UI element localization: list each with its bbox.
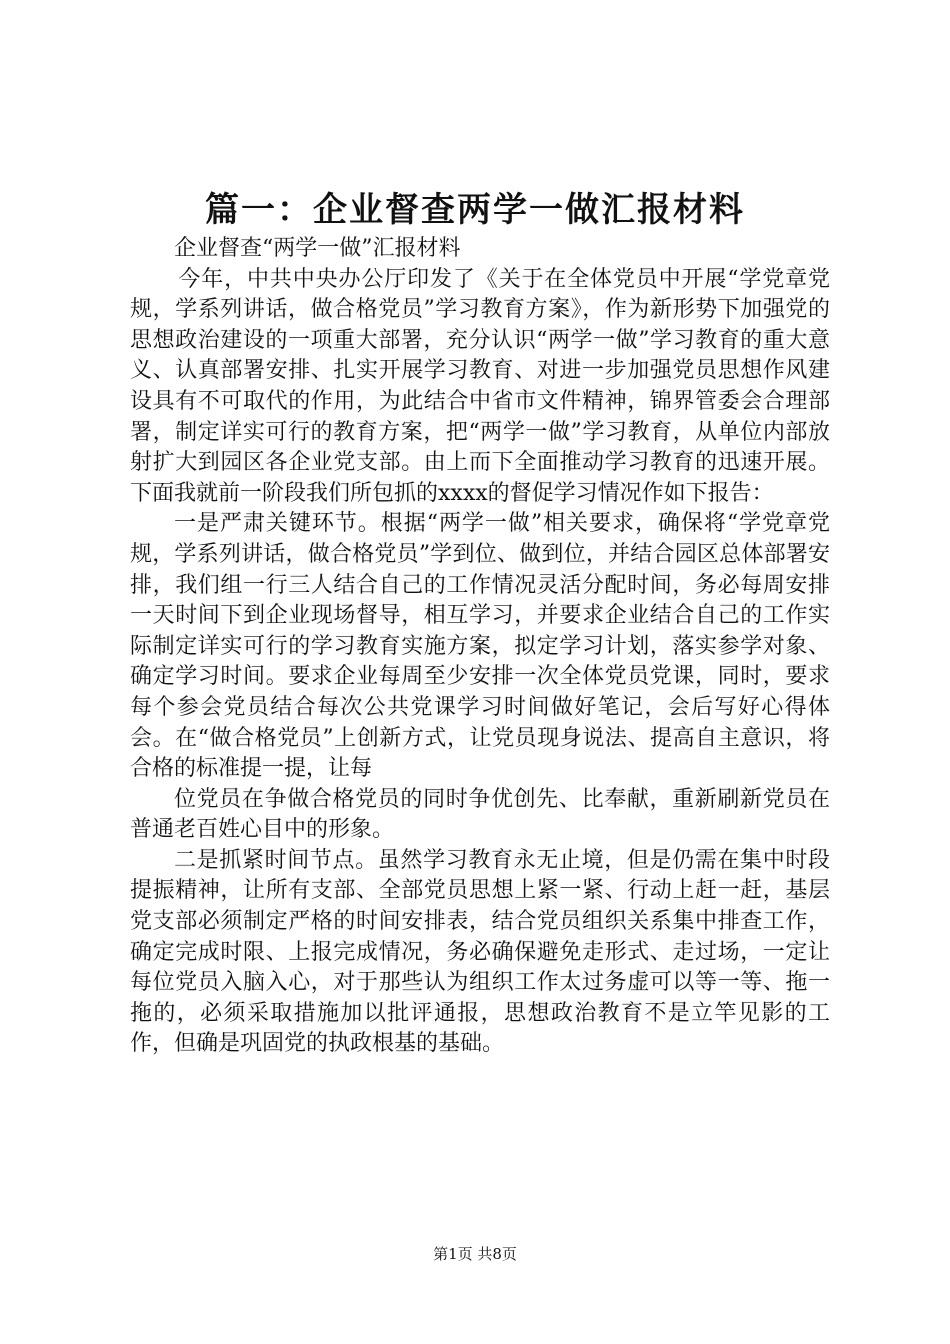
page-number-footer: 第1页 共8页 bbox=[433, 1245, 517, 1263]
paragraph-point-one-continued: 位党员在争做合格党员的同时争优创先、比奉献，重新刷新党员在普通老百姓心目中的形象。 bbox=[130, 786, 830, 843]
paragraph-point-one: 一是严肃关键环节。根据“两学一做”相关要求，确保将“学党章党规，学系列讲话，做合格党员”学到位、做到位，并结合园区总体部署安排，我们组一行三人结合自己的工作情况灵活分配时间，务必每周安排一天时间下到企业现场督导，相互学习，并要求企业结合自己的工作实际制定详实可行的学习教育实施方案，拟定学习计划，落实参学对象、确定学习时间。要求企业每周至少安排一次全体党员党课，同时，要求每个参会党员结合每次公共党课学习时间做好笔记，会后写好心得体会。在“做合格党员”上创新方式，让党员现身说法、提高自主意识，将合格的标准提一提，让每 bbox=[130, 511, 830, 782]
paragraph-point-two: 二是抓紧时间节点。虽然学习教育永无止境，但是仍需在集中时段提振精神，让所有支部、全部党员思想上紧一紧、行动上赶一赶，基层党支部必须制定严格的时间安排表，结合党员组织关系集中排查工作，确定完成时限、上报完成情况，务必确保避免走形式、走过场，一定让每位党员入脑入心，对于那些认为组织工作太过务虚可以等一等、拖一拖的，必须采取措施加以批评通报，思想政治教育不是立竿见影的工作，但确是巩固党的执政根基的基础。 bbox=[130, 847, 830, 1057]
paragraph-intro: 今年，中共中央办公厅印发了《关于在全体党员中开展“学党章党规，学系列讲话，做合格党员”学习教育方案》，作为新形势下加强党的思想政治建设的一项重大部署，充分认识“两学一做”学习教育的重大意义、认真部署安排、扎实开展学习教育、对进一步加强党员思想作风建设具有不可取代的作用，为此结合中省市文件精神，锦界管委会合理部署，制定详实可行的教育方案，把“两学一做”学习教育，从单位内部放射扩大到园区各企业党支部。由上而下全面推动学习教育的迅速开展。下面我就前一阶段我们所包抓的xxxx的督促学习情况作如下报告： bbox=[130, 266, 830, 506]
document-subtitle: 企业督查“两学一做”汇报材料 bbox=[174, 236, 461, 261]
document-title: 篇一：企业督查两学一做汇报材料 bbox=[205, 190, 745, 230]
document-body bbox=[130, 234, 830, 1060]
